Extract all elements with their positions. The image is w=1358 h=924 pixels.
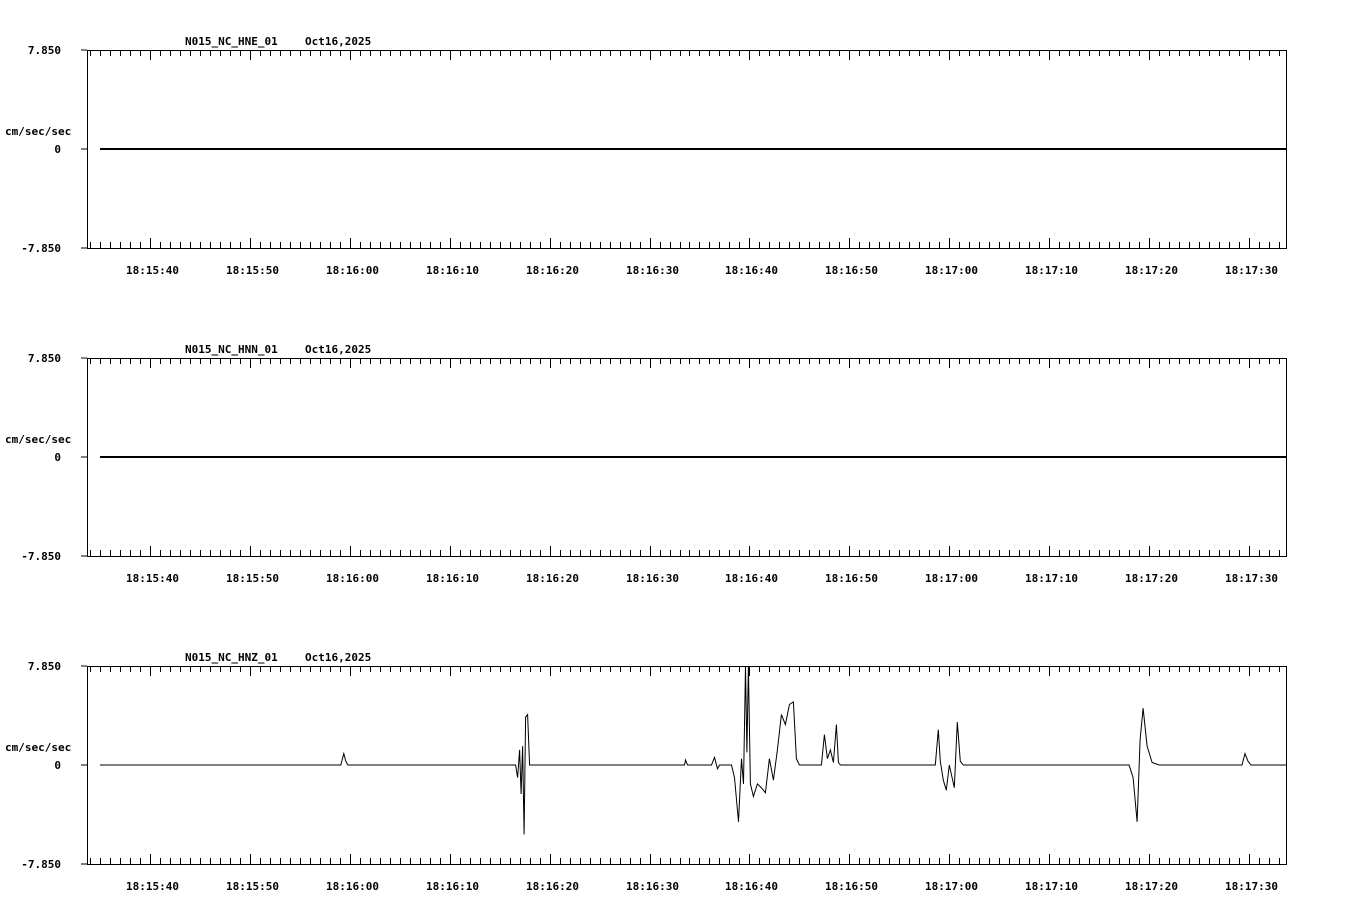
panel-3: [5, 651, 1287, 893]
x-tick-label: 18:17:30: [1225, 572, 1278, 585]
x-tick-label: 18:15:50: [226, 880, 279, 893]
x-tick-label: 18:16:40: [725, 264, 778, 277]
y-axis-label: cm/sec/sec: [5, 125, 72, 138]
x-tick-label: 18:16:10: [426, 880, 479, 893]
x-tick-label: 18:17:00: [925, 572, 978, 585]
x-tick-label: 18:17:10: [1025, 880, 1078, 893]
x-tick-label: 18:17:10: [1025, 572, 1078, 585]
x-tick-label: 18:17:20: [1125, 880, 1178, 893]
y-tick-label: 7.850: [27, 660, 61, 673]
x-tick-label: 18:16:00: [326, 264, 379, 277]
x-tick-label: 18:16:20: [526, 880, 579, 893]
x-tick-label: 18:15:40: [126, 572, 179, 585]
x-tick-label: 18:16:40: [725, 880, 778, 893]
y-tick-label: 7.850: [27, 352, 61, 365]
y-tick-label: 7.850: [27, 44, 61, 57]
x-tick-label: 18:16:00: [326, 880, 379, 893]
y-tick-label: 0: [54, 759, 61, 772]
x-tick-label: 18:17:20: [1125, 572, 1178, 585]
x-tick-label: 18:17:00: [925, 880, 978, 893]
y-tick-label: -7.850: [21, 550, 61, 563]
x-tick-label: 18:16:50: [825, 880, 878, 893]
x-tick-label: 18:16:40: [725, 572, 778, 585]
x-tick-label: 18:17:10: [1025, 264, 1078, 277]
x-tick-label: 18:16:30: [626, 572, 679, 585]
x-tick-label: 18:16:10: [426, 572, 479, 585]
x-tick-label: 18:16:10: [426, 264, 479, 277]
panel-2: [5, 343, 1287, 585]
x-tick-label: 18:15:50: [226, 264, 279, 277]
x-tick-label: 18:17:20: [1125, 264, 1178, 277]
x-tick-label: 18:15:40: [126, 880, 179, 893]
y-tick-label: -7.850: [21, 242, 61, 255]
x-tick-label: 18:16:20: [526, 572, 579, 585]
panel-date: Oct16,2025: [305, 651, 372, 664]
x-tick-label: 18:16:20: [526, 264, 579, 277]
x-tick-label: 18:15:40: [126, 264, 179, 277]
y-tick-label: 0: [54, 143, 61, 156]
panel-date: Oct16,2025: [305, 35, 372, 48]
panel-title: N015_NC_HNZ_01: [185, 651, 278, 664]
waveform-trace: [100, 666, 1286, 834]
x-tick-label: 18:15:50: [226, 572, 279, 585]
panel-title: N015_NC_HNN_01: [185, 343, 278, 356]
panel-1: [5, 35, 1287, 277]
panel-title: N015_NC_HNE_01: [185, 35, 278, 48]
y-axis-label: cm/sec/sec: [5, 741, 72, 754]
x-tick-label: 18:16:00: [326, 572, 379, 585]
x-tick-label: 18:17:30: [1225, 264, 1278, 277]
x-tick-label: 18:17:00: [925, 264, 978, 277]
x-tick-label: 18:16:30: [626, 264, 679, 277]
y-axis-label: cm/sec/sec: [5, 433, 72, 446]
y-tick-label: -7.850: [21, 858, 61, 871]
y-tick-label: 0: [54, 451, 61, 464]
x-tick-label: 18:17:30: [1225, 880, 1278, 893]
x-tick-label: 18:16:30: [626, 880, 679, 893]
x-tick-label: 18:16:50: [825, 572, 878, 585]
panel-date: Oct16,2025: [305, 343, 372, 356]
x-tick-label: 18:16:50: [825, 264, 878, 277]
